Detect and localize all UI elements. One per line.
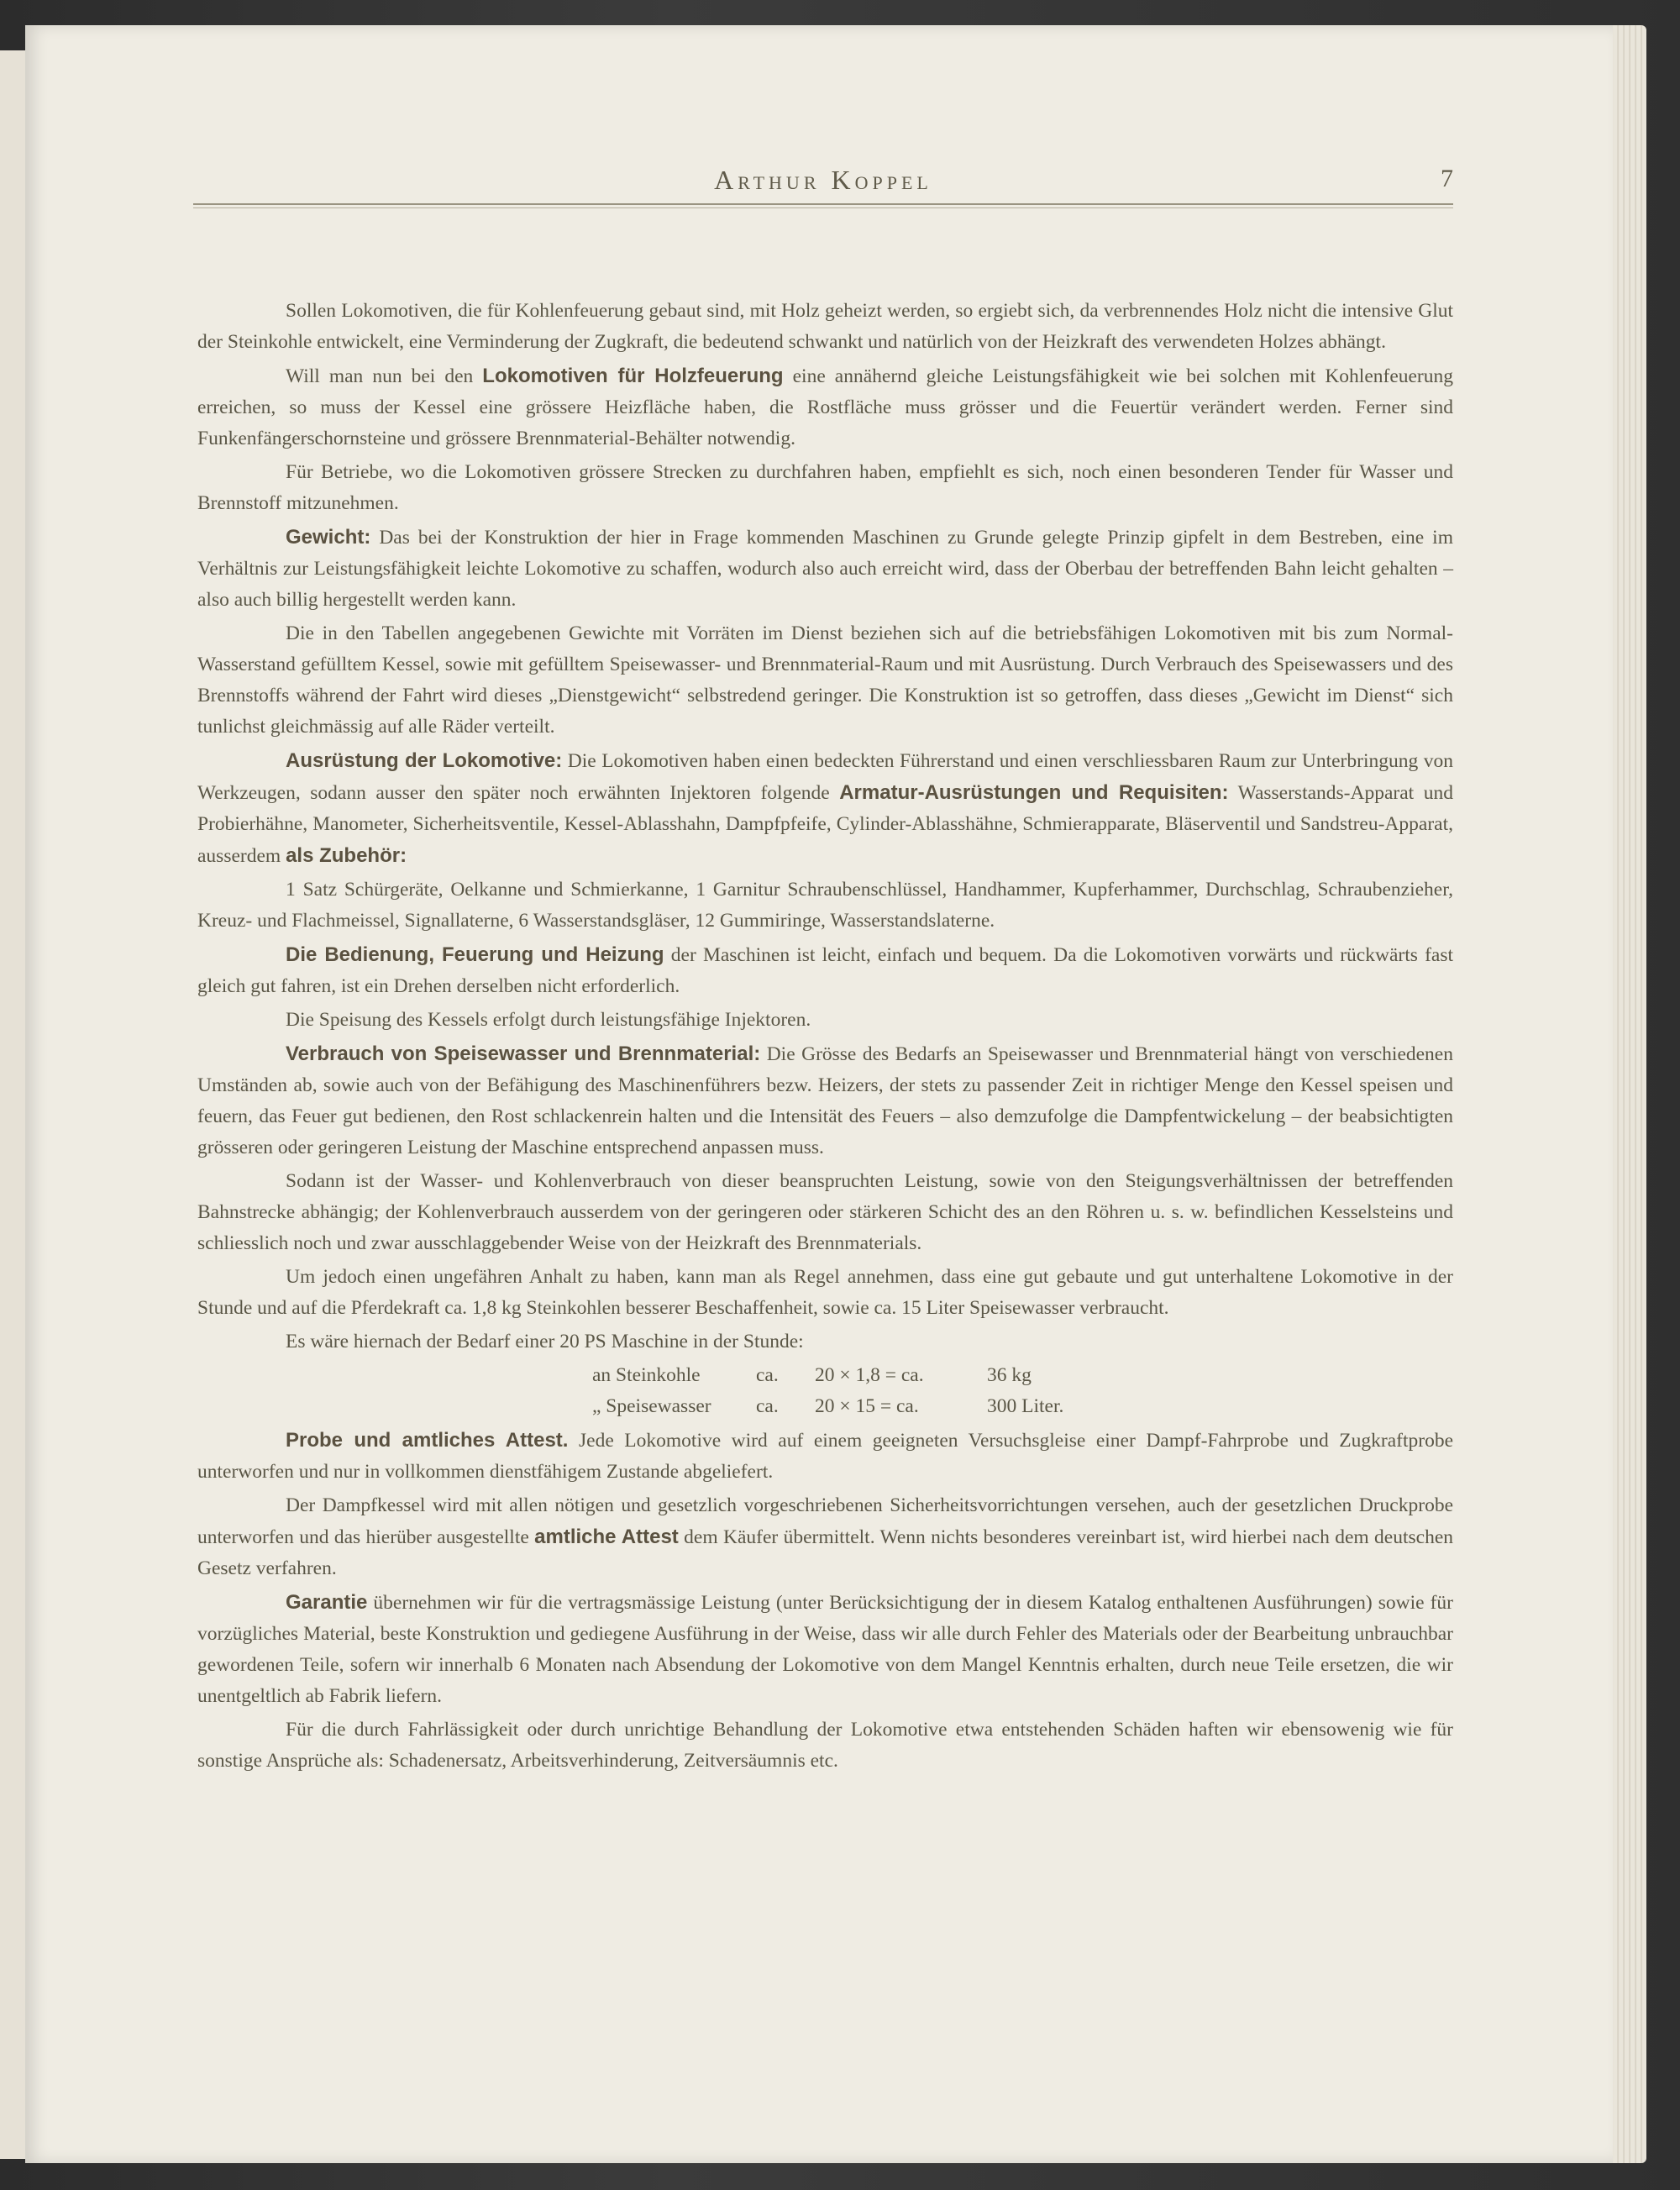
paragraph: Sollen Lokomotiven, die für Kohlenfeuerung gebaut sind, mit Holz geheizt werden, so ergiebt sich, da verbrennendes Holz nicht die intensive Glut der Steinkohle entwickelt, eine Verminderung der Zugkraft, die bedeutend schwankt und natürlich von der Heizkraft des verwendeten Holzes abhängt. <box>197 300 1453 353</box>
bold-lead: Garantie <box>286 1591 368 1614</box>
header-rule-thin <box>193 207 1453 208</box>
bold-lead: als Zubehör: <box>286 844 407 867</box>
running-header <box>193 160 1453 210</box>
header-rule <box>193 203 1453 205</box>
paragraph: Die Speisung des Kessels erfolgt durch leistungsfähige Injektoren. <box>286 1009 811 1031</box>
paragraph: 1 Satz Schürgeräte, Oelkanne und Schmierkanne, 1 Garnitur Schraubenschlüssel, Handhammer, Kupferhammer, Durchschlag, Schraubenzieher, Kreuz- und Flachmeissel, Signallaterne, 6 Wasserstandsgläser, 12 Gummiringe, Wasserstandslaterne. <box>197 879 1453 932</box>
body-text <box>197 296 1453 1779</box>
book-page <box>25 25 1613 2163</box>
consumption-calculation <box>197 1360 1453 1422</box>
bold-lead: Die Bedienung, Feuerung und Heizung <box>286 943 664 966</box>
paragraph: Garantie übernehmen wir für die vertragsmässige Leistung (unter Berücksichtigung der in diesem Katalog enthaltenen Ausführungen) sowie für vorzügliches Material, beste Konstruktion und gediegene Ausführung in der Weise, dass wir alle durch Fehler des Materials oder der Bearbeitung unbrauchbar gewordenen Teile, sofern wir innerhalb 6 Monaten nach Absendung der Lokomotive von dem Mangel Kenntnis erhalten, durch neue Teile ersetzen, die wir unentgeltlich ab Fabrik liefern. <box>197 1591 1453 1707</box>
paragraph: Für Betriebe, wo die Lokomotiven grössere Strecken zu durchfahren haben, empfiehlt es sich, noch einen besonderen Tender für Wasser und Brennstoff mitzunehmen. <box>197 461 1453 514</box>
paragraph: Für die durch Fahrlässigkeit oder durch unrichtige Behandlung der Lokomotive etwa entstehenden Schäden haften wir ebensowenig wie für sonstige Ansprüche als: Schadenersatz, Arbeitsverhinderung, Zeitversäumnis etc. <box>197 1719 1453 1772</box>
paragraph: Der Dampfkessel wird mit allen nötigen und gesetzlich vorgeschriebenen Sicherheitsvorrichtungen versehen, auch der gesetzlichen Druckprobe unterworfen und das hierüber ausgestellte amtliche Attest dem Käufer übermittelt. Wenn nichts besonderes vereinbart ist, wird hierbei nach dem deutschen Gesetz verfahren. <box>197 1494 1453 1579</box>
paragraph: Es wäre hiernach der Bedarf einer 20 PS Maschine in der Stunde: <box>286 1331 804 1352</box>
paragraph: Die in den Tabellen angegebenen Gewichte mit Vorräten im Dienst beziehen sich auf die betriebsfähigen Lokomotiven mit bis zum Normal-Wasserstand gefülltem Kessel, sowie mit gefülltem Speisewasser- und Brennmaterial-Raum und mit Ausrüstung. Durch Verbrauch des Speisewassers und des Brennstoffs während der Fahrt wird dieses „Dienstgewicht“ selbstredend geringer. Die Konstruktion ist so getroffen, dass dieses „Gewicht im Dienst“ sich tunlichst gleichmässig auf alle Räder verteilt. <box>197 622 1453 738</box>
bold-lead: Ausrüstung der Lokomotive: <box>286 749 563 772</box>
paragraph: Probe und amtliches Attest. Jede Lokomotive wird auf einem geeigneten Versuchsgleise einer Dampf-Fahrprobe und Zugkraftprobe unterworfen und nur in vollkommen dienstfähigem Zustande abgeliefert. <box>197 1429 1454 1483</box>
paragraph: Gewicht: Das bei der Konstruktion der hier in Frage kommenden Maschinen zu Grunde gelegte Prinzip gipfelt in dem Bestreben, eine im Verhältnis zur Leistungsfähigkeit leichte Lokomotive zu schaffen, wodurch also auch erreicht wird, dass der Oberbau der betreffenden Bahn leicht gehalten – also auch billig hergestellt werden kann. <box>197 526 1453 611</box>
paragraph: Sodann ist der Wasser- und Kohlenverbrauch von dieser beanspruchten Leistung, sowie von den Steigungsverhältnissen der betreffenden Bahnstrecke abhängig; der Kohlenverbrauch ausserdem von der geringeren oder stärkeren Schicht des an den Röhren u. s. w. befindlichen Kesselsteins und schliesslich noch und zwar ausschlaggebender Weise von der Heizkraft des Brennmaterials. <box>197 1170 1453 1254</box>
paragraph: Die Bedienung, Feuerung und Heizung der Maschinen ist leicht, einfach und bequem. Da die Lokomotiven vorwärts und rückwärts fast gleich gut fahren, ist ein Drehen derselben nicht erforderlich. <box>197 943 1454 997</box>
paragraph: Ausrüstung der Lokomotive: Die Lokomotiven haben einen bedeckten Führerstand und einen verschliessbaren Raum zur Unterbringung von Werkzeugen, sodann ausser den später noch erwähnten Injektoren folgende Armatur-Ausrüstungen und Requisiten: Wasserstands-Apparat und Probierhähne, Manometer, Sicherheitsventile, Kessel-Ablasshahn, Dampfpfeife, Cylinder-Ablasshähne, Schmierapparate, Bläserventil und Sandstreu-Apparat, ausserdem als Zubehör: <box>197 749 1453 867</box>
bold-lead: Armatur-Ausrüstungen und Requisiten: <box>839 781 1229 804</box>
bold-lead: Gewicht: <box>286 526 371 549</box>
paragraph: Um jedoch einen ungefähren Anhalt zu haben, kann man als Regel annehmen, dass eine gut gebaute und gut unterhaltene Lokomotive in der Stunde und auf die Pferdekraft ca. 1,8 kg Steinkohlen besserer Beschaffenheit, sowie ca. 15 Liter Speisewasser verbraucht. <box>197 1266 1453 1319</box>
page-number: 7 <box>1441 165 1453 192</box>
bold-lead: Verbrauch von Speisewasser und Brennmaterial: <box>286 1042 761 1065</box>
calc-row: „ Speisewasser ca. 20 × 15 = ca. 300 Liter. <box>592 1395 1064 1417</box>
left-page-edge <box>0 50 27 2159</box>
bold-lead: amtliche Attest <box>534 1526 679 1548</box>
bold-lead: Probe und amtliches Attest. <box>286 1429 569 1452</box>
header-title: Arthur Koppel <box>714 165 932 195</box>
bold-lead: Lokomotiven für Holzfeuerung <box>482 365 784 387</box>
calc-row: an Steinkohle ca. 20 × 1,8 = ca. 36 kg <box>592 1364 1032 1386</box>
paragraph: Will man nun bei den Lokomotiven für Holzfeuerung eine annähernd gleiche Leistungsfähigkeit wie bei solchen mit Kohlenfeuerung erreichen, so muss der Kessel eine grössere Heizfläche haben, die Rostfläche muss grösser und die Feuertür verändert werden. Ferner sind Funkenfängerschornsteine und grössere Brennmaterial-Behälter notwendig. <box>197 365 1454 449</box>
paragraph: Verbrauch von Speisewasser und Brennmaterial: Die Grösse des Bedarfs an Speisewasser und Brennmaterial hängt von verschiedenen Umständen ab, sowie auch von der Befähigung des Maschinenführers bezw. Heizers, der stets zu passender Zeit in richtiger Menge den Kessel speisen und feuern, das Feuer gut bedienen, den Rost schlackenrein halten und die Intensität des Feuers – also demzufolge die Dampfentwickelung – der beabsichtigten grösseren oder geringeren Leistung der Maschine entsprechend anpassen muss. <box>197 1042 1453 1158</box>
